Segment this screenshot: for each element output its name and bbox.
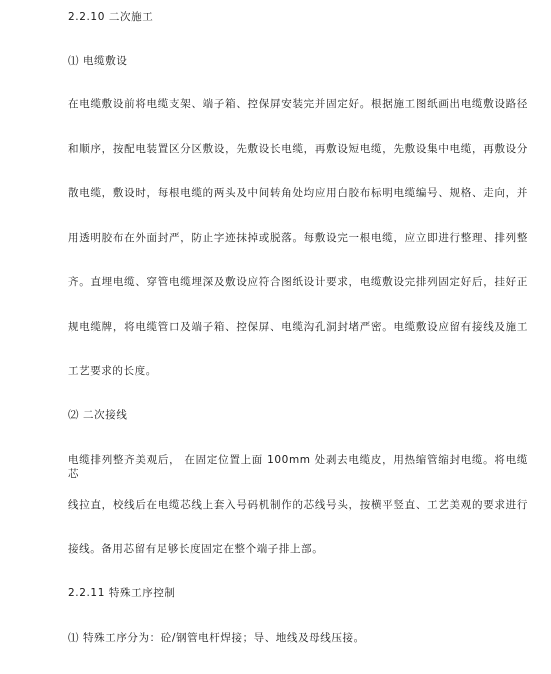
paragraph-line: 用透明胶布在外面封严，防止字迹抹掉或脱落。每敷设完一根电缆，应立即进行整理、排列整 <box>68 232 528 244</box>
paragraph-line: 电缆排列整齐美观后， 在固定位置上面 100mm 处剥去电缆皮，用热缩管缩封电缆。将电缆芯 <box>68 454 528 480</box>
paragraph-line: 齐。直埋电缆、穿管电缆埋深及敷设应符合图纸设计要求，电缆敷设完排列固定好后，挂好正 <box>68 276 528 288</box>
paragraph-line: 在电缆敷设前将电缆支架、端子箱、控保屏安装完并固定好。根据施工图纸画出电缆敷设路径 <box>68 98 528 110</box>
paragraph-line: 规电缆牌，将电缆管口及端子箱、控保屏、电缆沟孔洞封堵严密。电缆敷设应留有接线及施工 <box>68 321 528 333</box>
section-heading-2-2-11: 2.2.11 特殊工序控制 <box>68 587 176 599</box>
section-heading-2-2-10: 2.2.10 二次施工 <box>68 11 154 23</box>
paragraph-line: 和顺序，按配电装置区分区敷设，先敷设长电缆，再敷设短电缆，先敷设集中电缆，再敷设分 <box>68 143 528 155</box>
paragraph-line: 工艺要求的长度。 <box>68 365 157 377</box>
subsection-title-cable-laying: ⑴ 电缆敷设 <box>68 55 128 67</box>
paragraph-line: 散电缆，敷设时，每根电缆的两头及中间转角处均应用白胶布标明电缆编号、规格、走向，并 <box>68 187 528 199</box>
subsection-title-special-process: ⑴ 特殊工序分为：砼/钢管电杆焊接；导、地线及母线压接。 <box>68 632 365 644</box>
subsection-title-secondary-wiring: ⑵ 二次接线 <box>68 409 128 421</box>
paragraph-line: 线拉直，校线后在电缆芯线上套入号码机制作的芯线号头，按横平竖直、工艺美观的要求进行 <box>68 499 528 511</box>
paragraph-line: 接线。备用芯留有足够长度固定在整个端子排上部。 <box>68 543 324 555</box>
